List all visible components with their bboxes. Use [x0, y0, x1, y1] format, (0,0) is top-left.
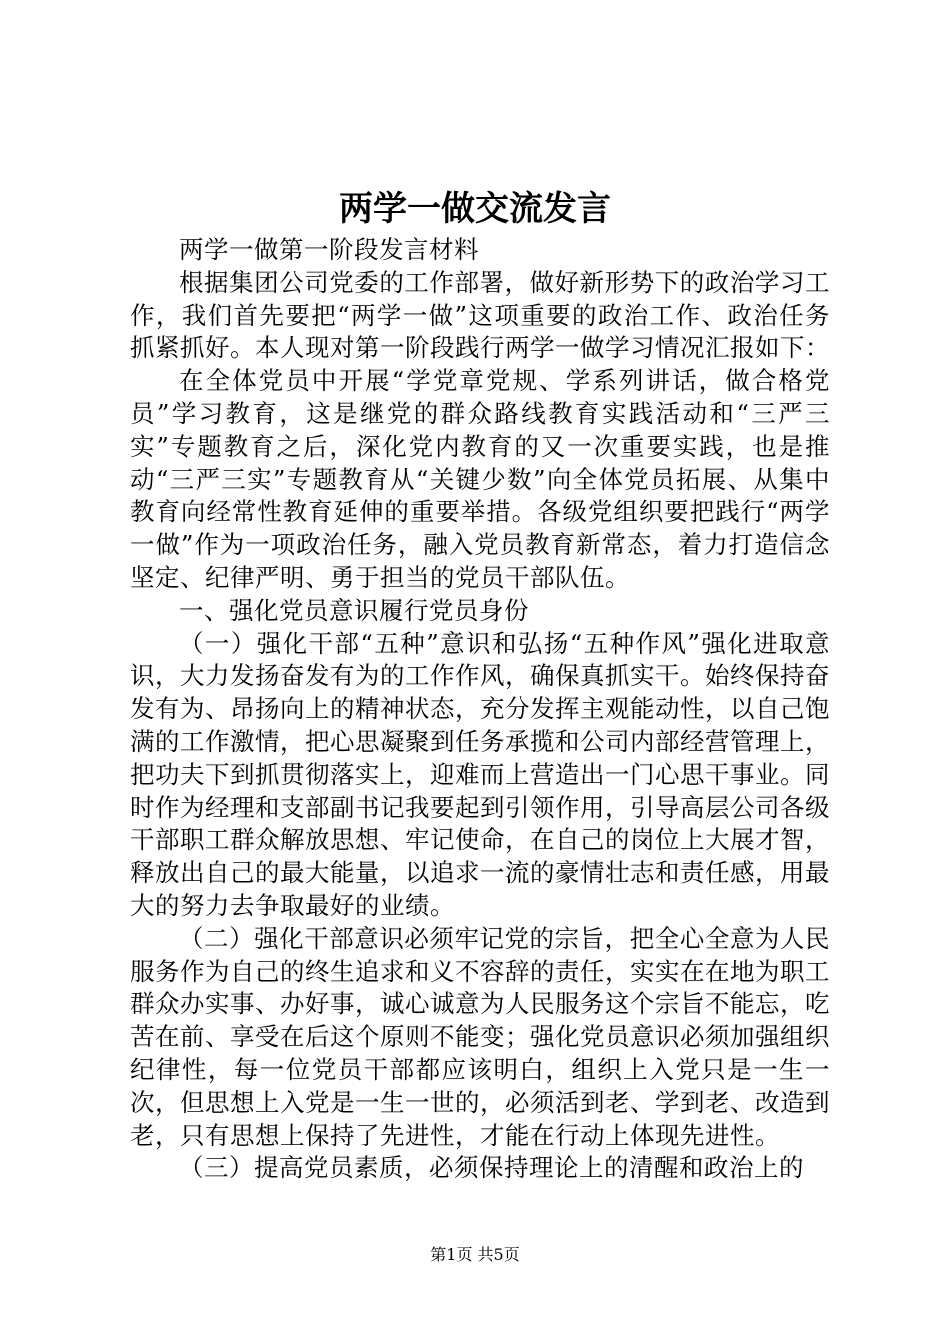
paragraph-subtitle: 两学一做第一阶段发言材料 [179, 235, 479, 264]
document-title: 两学一做交流发言 [339, 189, 611, 229]
paragraph-item-1: （一）强化干部“五种”意识和弘扬“五种作风”强化进取意识，大力发扬奋发有为的工作作风，确保真抓实干。始终保持奋发有为、昂扬向上的精神状态，充分发挥主观能动性，以自己饱满的工作激情，把心思凝聚到任务承揽和公司内部经营管理上，把功夫下到抓贯彻落实上，迎难而上营造出一门心思干事业。同时作为经理和支部副书记我要起到引领作用，引导高层公司各级干部职工群众解放思想、牢记使命，在自己的岗位上大展才智，释放出自己的最大能量，以追求一流的豪情壮志和责任感，用最大的努力去争取最好的业绩。 [130, 628, 830, 920]
document-body [130, 234, 830, 1185]
section-heading-1: 一、强化党员意识履行党员身份 [179, 595, 529, 625]
paragraph-background: 在全体党员中开展“学党章党规、学系列讲话，做合格党员”学习教育，这是继党的群众路线教育实践活动和“三严三实”专题教育之后，深化党内教育的又一次重要实践，也是推动“三严三实”专题教育从“关键少数”向全体党员拓展、从集中教育向经常性教育延伸的重要举措。各级党组织要把践行“两学一做”作为一项政治任务，融入党员教育新常态，着力打造信念坚定、纪律严明、勇于担当的党员干部队伍。 [130, 366, 830, 592]
paragraph-intro: 根据集团公司党委的工作部署，做好新形势下的政治学习工作，我们首先要把“两学一做”这项重要的政治工作、政治任务抓紧抓好。本人现对第一阶段践行两学一做学习情况汇报如下： [130, 267, 830, 363]
paragraph-item-3: （三）提高党员素质，必须保持理论上的清醒和政治上的 [179, 1153, 804, 1183]
page-footer: 第1页 共5页 [430, 1245, 520, 1264]
paragraph-item-2: （二）强化干部意识必须牢记党的宗旨，把全心全意为人民服务作为自己的终生追求和义不容辞的责任，实实在在地为职工群众办实事、办好事，诚心诚意为人民服务这个宗旨不能忘，吃苦在前、享受在后这个原则不能变；强化党员意识必须加强组织纪律性，每一位党员干部都应该明白，组织上入党只是一生一次，但思想上入党是一生一世的，必须活到老、学到老、改造到老，只有思想上保持了先进性，才能在行动上体现先进性。 [130, 923, 830, 1150]
